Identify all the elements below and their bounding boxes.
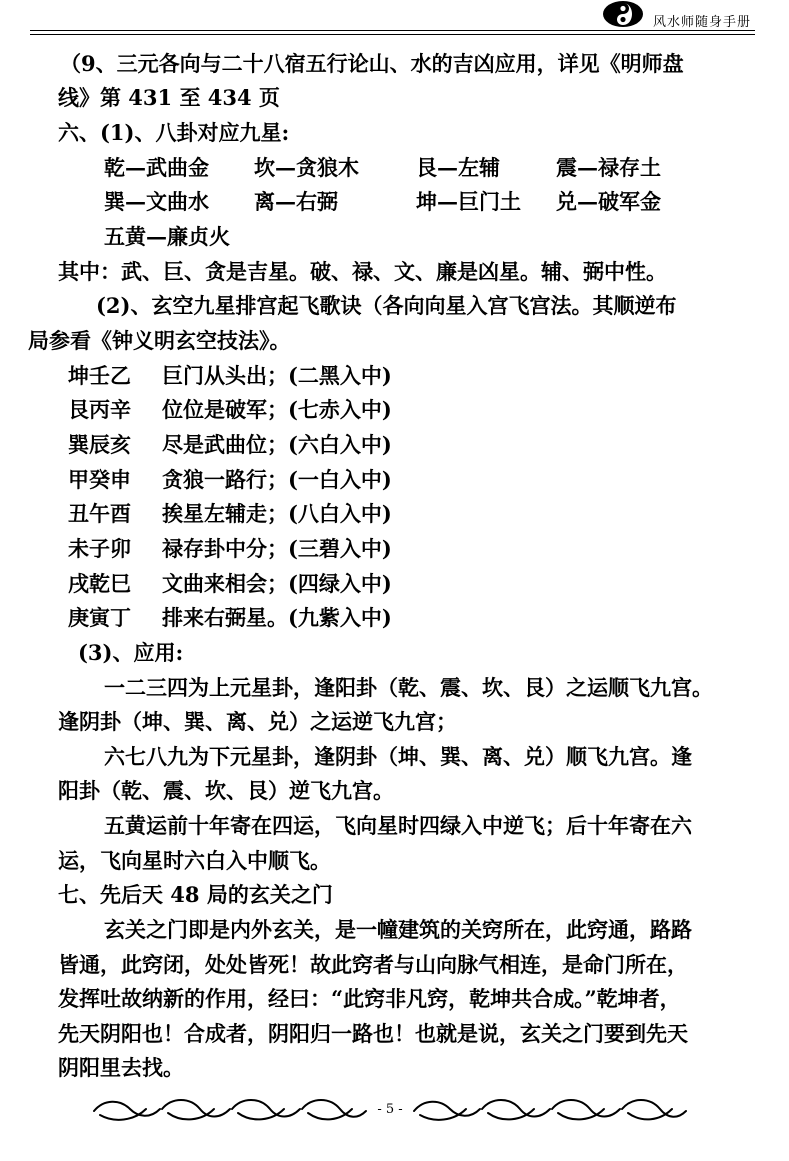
header-rule-thin — [30, 34, 755, 35]
verse-text: 排来右弼星。(九紫入中) — [162, 605, 392, 630]
header-title: 风水师随身手册 — [652, 15, 751, 30]
trigram-star: 乾—武曲金 — [104, 155, 209, 180]
trigram-star: 震—禄存土 — [556, 155, 661, 180]
section-heading: 七、先后天 48 局的玄关之门 — [58, 882, 333, 907]
verse-text: 尽是武曲位；(六白入中) — [162, 432, 392, 457]
text-line: 线》第 431 至 434 页 — [58, 85, 280, 110]
trigram-star: 坤—巨门土 — [416, 189, 521, 214]
trigram-star: 五黄—廉贞火 — [104, 224, 230, 249]
trigram-star: 离—右弼 — [254, 189, 338, 214]
trigram-star: 巽—文曲水 — [104, 189, 209, 214]
verse-directions: 艮丙辛 — [68, 397, 131, 422]
verse-text: 巨门从头出；(二黑入中) — [162, 363, 392, 388]
verse-directions: 丑午酉 — [68, 501, 131, 526]
text-line: 先天阴阳也！合成者，阴阳归一路也！也就是说，玄关之门要到先天 — [58, 1021, 688, 1046]
section-heading: 六、(1)、八卦对应九星: — [58, 120, 290, 145]
verse-directions: 戌乾巳 — [68, 571, 131, 596]
page-number: - 5 - — [370, 1102, 410, 1117]
verse-directions: 甲癸申 — [68, 467, 131, 492]
trigram-star: 坎—贪狼木 — [254, 155, 359, 180]
verse-directions: 庚寅丁 — [68, 605, 131, 630]
text-line: 运，飞向星时六白入中顺飞。 — [58, 848, 331, 873]
trigram-star: 艮—左辅 — [416, 155, 500, 180]
text-line: 皆通，此窍闭，处处皆死！故此窍者与山向脉气相连，是命门所在， — [58, 952, 688, 977]
yin-yang-logo-icon — [601, 0, 645, 32]
trigram-star: 兑—破军金 — [556, 189, 661, 214]
verse-text: 禄存卦中分；(三碧入中) — [162, 536, 392, 561]
subsection-heading: (3)、应用: — [78, 640, 184, 665]
verse-directions: 坤壬乙 — [68, 363, 131, 388]
verse-text: 挨星左辅走；(八白入中) — [162, 501, 392, 526]
text-line: 发挥吐故纳新的作用，经曰：“此窍非凡窍，乾坤共合成。”乾坤者， — [58, 986, 681, 1011]
page-footer — [90, 1093, 690, 1129]
text-line: 逢阴卦（坤、巽、离、兑）之运逆飞九宫； — [58, 709, 457, 734]
subsection-heading: (2)、玄空九星排宫起飞歌诀（各向向星入宫飞宫法。其顺逆布 — [96, 293, 677, 318]
text-line: 局参看《钟义明玄空技法》。 — [28, 328, 291, 353]
text-line: 六七八九为下元星卦，逢阴卦（坤、巽、离、兑）顺飞九宫。逢 — [104, 744, 692, 769]
verse-text: 位位是破军；(七赤入中) — [162, 397, 392, 422]
text-line: 玄关之门即是内外玄关，是一幢建筑的关窍所在，此窍通，路路 — [104, 917, 692, 942]
header-rule — [30, 30, 755, 31]
verse-directions: 未子卯 — [68, 536, 131, 561]
text-line: 阳卦（乾、震、坎、艮）逆飞九宫。 — [58, 778, 394, 803]
text-line: 阴阳里去找。 — [58, 1055, 184, 1080]
verse-directions: 巽辰亥 — [68, 432, 131, 457]
text-line: 其中：武、巨、贪是吉星。破、禄、文、廉是凶星。辅、弼中性。 — [58, 259, 667, 284]
verse-text: 贪狼一路行；(一白入中) — [162, 467, 392, 492]
text-line: （9、三元各向与二十八宿五行论山、水的吉凶应用，详见《明师盘 — [60, 51, 684, 76]
verse-text: 文曲来相会；(四绿入中) — [162, 571, 392, 596]
text-line: 一二三四为上元星卦，逢阳卦（乾、震、坎、艮）之运顺飞九宫。 — [104, 675, 713, 700]
page-header — [30, 0, 755, 36]
text-line: 五黄运前十年寄在四运，飞向星时四绿入中逆飞；后十年寄在六 — [104, 813, 692, 838]
